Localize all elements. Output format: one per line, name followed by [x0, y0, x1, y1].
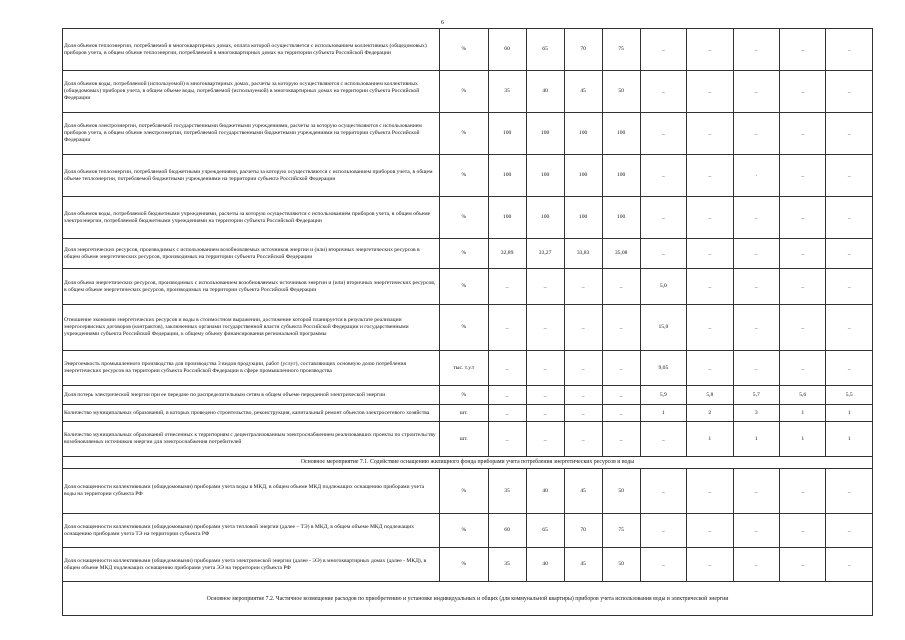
unit-cell: %	[440, 71, 489, 113]
value-cell: 100	[488, 113, 526, 155]
value-cell: _	[780, 29, 826, 71]
indicator-name: Доля объемов электроэнергии, потребляемой государственными бюджетными учреждениями, расчеты за которую осуществляются с использованием приборов учета, в общем объеме электроэнергии, потребляемой государственными бюджетными учреждениями на территории субъекта Российской Федерации	[63, 113, 440, 155]
value-cell: _	[687, 548, 733, 582]
unit-cell: %	[440, 29, 489, 71]
indicator-name: Количество муниципальных образований, в которых проведено строительство, реконструкция, капитальный ремонт объектов электросетевого хозяйства	[63, 405, 440, 422]
value-cell: _	[687, 305, 733, 351]
value-cell: _	[826, 113, 873, 155]
value-cell: _	[826, 269, 873, 305]
value-cell: _	[488, 422, 526, 457]
value-cell: _	[640, 71, 686, 113]
value-cell: 60	[488, 514, 526, 548]
value-cell: _	[602, 386, 640, 405]
indicator-name: Количество муниципальных образований отнесенных к территориям с децентрализованным электроснабжением реализовавших проекты по строительству возобновляемых источников энергии для электроснабжения потребителей	[63, 422, 440, 457]
value-cell: _	[780, 469, 826, 514]
table-row	[63, 469, 873, 514]
value-cell: 100	[602, 113, 640, 155]
unit-cell: шт.	[440, 405, 489, 422]
value-cell: 1	[780, 422, 826, 457]
value-cell: _	[640, 29, 686, 71]
value-cell: _	[687, 155, 733, 197]
value-cell: _	[826, 155, 873, 197]
table-row	[63, 155, 873, 197]
table-row	[63, 71, 873, 113]
value-cell: _	[780, 514, 826, 548]
page-number: 6	[441, 20, 444, 26]
value-cell: _	[826, 469, 873, 514]
table-row	[63, 29, 873, 71]
table-row	[63, 405, 873, 422]
unit-cell: %	[440, 113, 489, 155]
value-cell: 100	[602, 155, 640, 197]
value-cell: _	[780, 155, 826, 197]
value-cell: .	[733, 155, 779, 197]
value-cell: _	[488, 386, 526, 405]
value-cell: _	[526, 386, 564, 405]
unit-cell: %	[440, 269, 489, 305]
value-cell: _	[826, 351, 873, 386]
value-cell: 35,08	[602, 239, 640, 269]
indicator-name: Отношение экономии энергетических ресурсов и воды в стоимостном выражении, достижение которой планируется в результате реализации энергосервисных договоров (контрактов), заключенных органами государственной власти субъекта Российской Федерации и государственными учреждениями субъекта Российской Федерации, к общему объему финансирования региональной программы	[63, 305, 440, 351]
indicator-name: Доля энергетических ресурсов, производимых с использованием возобновляемых источников энергии и (или) вторичных энергетических ресурсов в общем объеме энергетических ресурсов, производимых на территории субъекта Российской Федерации	[63, 239, 440, 269]
value-cell: _	[640, 548, 686, 582]
value-cell: 33,83	[564, 239, 602, 269]
value-cell: _	[826, 29, 873, 71]
value-cell: _	[733, 351, 779, 386]
indicator-name: Энергоемкость промышленного производства для производства 3 видов продукции, работ (услуг), составляющих основную долю потребления энергетических ресурсов на территории субъекта Российской Федерации в сфере промышленного производства	[63, 351, 440, 386]
value-cell: _	[733, 305, 779, 351]
indicator-name: Доля объемов теплоэнергии, потребляемой в многоквартирных домах, оплата которой осуществляется с использованием коллективных (общедомовых) приборов учета, в общем объеме теплоэнергии, потребляемой в многоквартирных домах на территории субъекта Российской Федерации	[63, 29, 440, 71]
value-cell: _	[640, 113, 686, 155]
value-cell: _	[564, 405, 602, 422]
value-cell: _	[526, 269, 564, 305]
value-cell: _	[780, 239, 826, 269]
value-cell: _	[526, 405, 564, 422]
value-cell: _	[780, 351, 826, 386]
unit-cell: %	[440, 197, 489, 239]
value-cell: 40	[526, 469, 564, 514]
value-cell: _	[826, 197, 873, 239]
value-cell: _	[780, 305, 826, 351]
value-cell: _	[687, 351, 733, 386]
indicators-table	[62, 28, 873, 582]
value-cell: 60	[488, 29, 526, 71]
indicator-name: Доля оснащенности коллективными (общедомовыми) приборами учета тепловой энергии (далее – ТЭ) в МКД, в общем объеме МКД подлежащих оснащению приборами учета ТЭ на территории субъекта РФ	[63, 514, 440, 548]
value-cell: _	[826, 239, 873, 269]
section-header-row	[63, 457, 873, 469]
value-cell: _	[687, 269, 733, 305]
section-title: Основное мероприятие 7.1. Содействие оснащению жилищного фонда приборами учета потребления энергетических ресурсов и воды	[63, 457, 873, 469]
indicator-name: Доля объемов воды, потребляемой (используемой) в многоквартирных домах, расчеты за которую осуществляются с использованием коллективных (общедомовых) приборов учета, в общем объеме воды, потребляемой (используемой) в многоквартирных домах на территории субъекта Российской Федерации	[63, 71, 440, 113]
value-cell: _	[733, 269, 779, 305]
value-cell: _	[687, 29, 733, 71]
value-cell: _	[826, 305, 873, 351]
value-cell: _	[602, 269, 640, 305]
value-cell: 5,8	[687, 386, 733, 405]
value-cell: _	[733, 469, 779, 514]
value-cell: 1	[826, 422, 873, 457]
value-cell: 75	[602, 514, 640, 548]
value-cell: 65	[526, 29, 564, 71]
value-cell: _	[526, 351, 564, 386]
value-cell: 100	[526, 197, 564, 239]
table-row	[63, 351, 873, 386]
value-cell: 35	[488, 548, 526, 582]
value-cell: _	[602, 305, 640, 351]
value-cell: _	[733, 548, 779, 582]
value-cell: _	[488, 269, 526, 305]
value-cell: _	[687, 71, 733, 113]
value-cell: _	[733, 71, 779, 113]
value-cell: _	[564, 269, 602, 305]
value-cell: _	[488, 351, 526, 386]
value-cell: _	[564, 386, 602, 405]
value-cell: _	[687, 469, 733, 514]
indicator-name: Доля объемов теплоэнергии, потребляемой бюджетными учреждениями, расчеты за которую осуществляются с использованием приборов учета, в общем объеме теплоэнергии, потребляемой бюджетными учреждениями на территории субъекта Российской Федерации	[63, 155, 440, 197]
value-cell: 33,27	[526, 239, 564, 269]
unit-cell: %	[440, 469, 489, 514]
value-cell: _	[780, 548, 826, 582]
value-cell: _	[733, 514, 779, 548]
value-cell: 100	[526, 113, 564, 155]
table-row	[63, 197, 873, 239]
unit-cell: %	[440, 155, 489, 197]
table-row	[63, 269, 873, 305]
value-cell: 5,6	[780, 386, 826, 405]
table-row	[63, 386, 873, 405]
value-cell: 32,89	[488, 239, 526, 269]
value-cell: _	[687, 239, 733, 269]
indicator-name: Доля оснащенности коллективными (общедомовыми) приборами учета воды в МКД, в общем объеме МКД подлежащих оснащению приборами учета воды на территории субъекта РФ	[63, 469, 440, 514]
value-cell: 5,7	[733, 386, 779, 405]
value-cell: 35	[488, 469, 526, 514]
value-cell: _	[640, 469, 686, 514]
value-cell: 40	[526, 71, 564, 113]
value-cell: _	[687, 113, 733, 155]
unit-cell: %	[440, 548, 489, 582]
value-cell: _	[526, 305, 564, 351]
value-cell: _	[640, 197, 686, 239]
value-cell: 35	[488, 71, 526, 113]
indicator-name: Доля оснащенности коллективными (общедомовыми) приборами учета электрической энергии (далее - ЭЭ) в многоквартирных домах (далее - МКД), в общем объеме МКД подлежащих оснащению приборами учета ЭЭ на территории субъекта РФ	[63, 548, 440, 582]
value-cell: _	[640, 239, 686, 269]
value-cell: _	[733, 29, 779, 71]
value-cell: _	[564, 422, 602, 457]
table-body	[63, 29, 873, 582]
section-footer: Основное мероприятие 7.2. Частичное возмещение расходов по приобретению и установке индивидуальных и общих (для коммунальной квартиры) приборов учета использования воды и электрической энергии	[62, 582, 873, 616]
value-cell: 65	[526, 514, 564, 548]
value-cell: _	[564, 305, 602, 351]
value-cell: 100	[564, 113, 602, 155]
value-cell: _	[564, 351, 602, 386]
value-cell: _	[780, 269, 826, 305]
value-cell: 45	[564, 469, 602, 514]
unit-cell: %	[440, 514, 489, 548]
value-cell: _	[733, 197, 779, 239]
value-cell: 1	[640, 405, 686, 422]
value-cell: 70	[564, 514, 602, 548]
value-cell: _	[640, 155, 686, 197]
value-cell: 1	[780, 405, 826, 422]
value-cell: _	[687, 197, 733, 239]
value-cell: 100	[488, 197, 526, 239]
value-cell: _	[526, 422, 564, 457]
value-cell: 2	[687, 405, 733, 422]
table-row	[63, 514, 873, 548]
value-cell: _	[826, 548, 873, 582]
value-cell: _	[780, 113, 826, 155]
table-row	[63, 548, 873, 582]
value-cell: 5,5	[826, 386, 873, 405]
unit-cell: %	[440, 305, 489, 351]
value-cell: _	[488, 405, 526, 422]
value-cell: 1	[687, 422, 733, 457]
value-cell: _	[826, 71, 873, 113]
unit-cell: %	[440, 239, 489, 269]
value-cell: 70	[564, 29, 602, 71]
table-row	[63, 305, 873, 351]
value-cell: 3	[733, 405, 779, 422]
unit-cell: шт.	[440, 422, 489, 457]
value-cell: _	[602, 405, 640, 422]
value-cell: 100	[564, 155, 602, 197]
value-cell: _	[780, 71, 826, 113]
unit-cell: тыс. т.у.т	[440, 351, 489, 386]
indicator-name: Доля объема энергетических ресурсов, производимых с использованием возобновляемых источников энергии и (или) вторичных энергетических ресурсов, в общем объеме энергетических ресурсов, производимых на территории субъекта Российской Федерации	[63, 269, 440, 305]
value-cell: _	[602, 351, 640, 386]
indicator-name: Доля объемов воды, потребляемой бюджетными учреждениями, расчеты за которую осуществляются с использованием приборов учета, в общем объеме электроэнергии, потребляемой бюджетными учреждениями на территории субъекта Российской Федерации	[63, 197, 440, 239]
value-cell: _	[733, 239, 779, 269]
table-row	[63, 113, 873, 155]
value-cell: 5,9	[640, 386, 686, 405]
value-cell: _	[640, 422, 686, 457]
value-cell: 15,0	[640, 305, 686, 351]
value-cell: 100	[564, 197, 602, 239]
value-cell: 100	[488, 155, 526, 197]
value-cell: 75	[602, 29, 640, 71]
table-row	[63, 422, 873, 457]
value-cell: 1	[826, 405, 873, 422]
value-cell: _	[826, 514, 873, 548]
value-cell: 100	[526, 155, 564, 197]
value-cell: _	[687, 514, 733, 548]
value-cell: 9,05	[640, 351, 686, 386]
value-cell: 45	[564, 548, 602, 582]
value-cell: _	[602, 422, 640, 457]
value-cell: 1	[733, 422, 779, 457]
unit-cell: %	[440, 386, 489, 405]
value-cell: _	[733, 113, 779, 155]
table-row	[63, 239, 873, 269]
value-cell: _	[488, 305, 526, 351]
value-cell: 40	[526, 548, 564, 582]
value-cell: 5,0	[640, 269, 686, 305]
value-cell: _	[640, 514, 686, 548]
value-cell: 50	[602, 71, 640, 113]
indicator-name: Доля потерь электрической энергии при ее передаче по распределительным сетям в общем объеме переданной электрической энергии	[63, 386, 440, 405]
value-cell: 100	[602, 197, 640, 239]
value-cell: 45	[564, 71, 602, 113]
value-cell: _	[780, 197, 826, 239]
value-cell: 50	[602, 548, 640, 582]
value-cell: 50	[602, 469, 640, 514]
